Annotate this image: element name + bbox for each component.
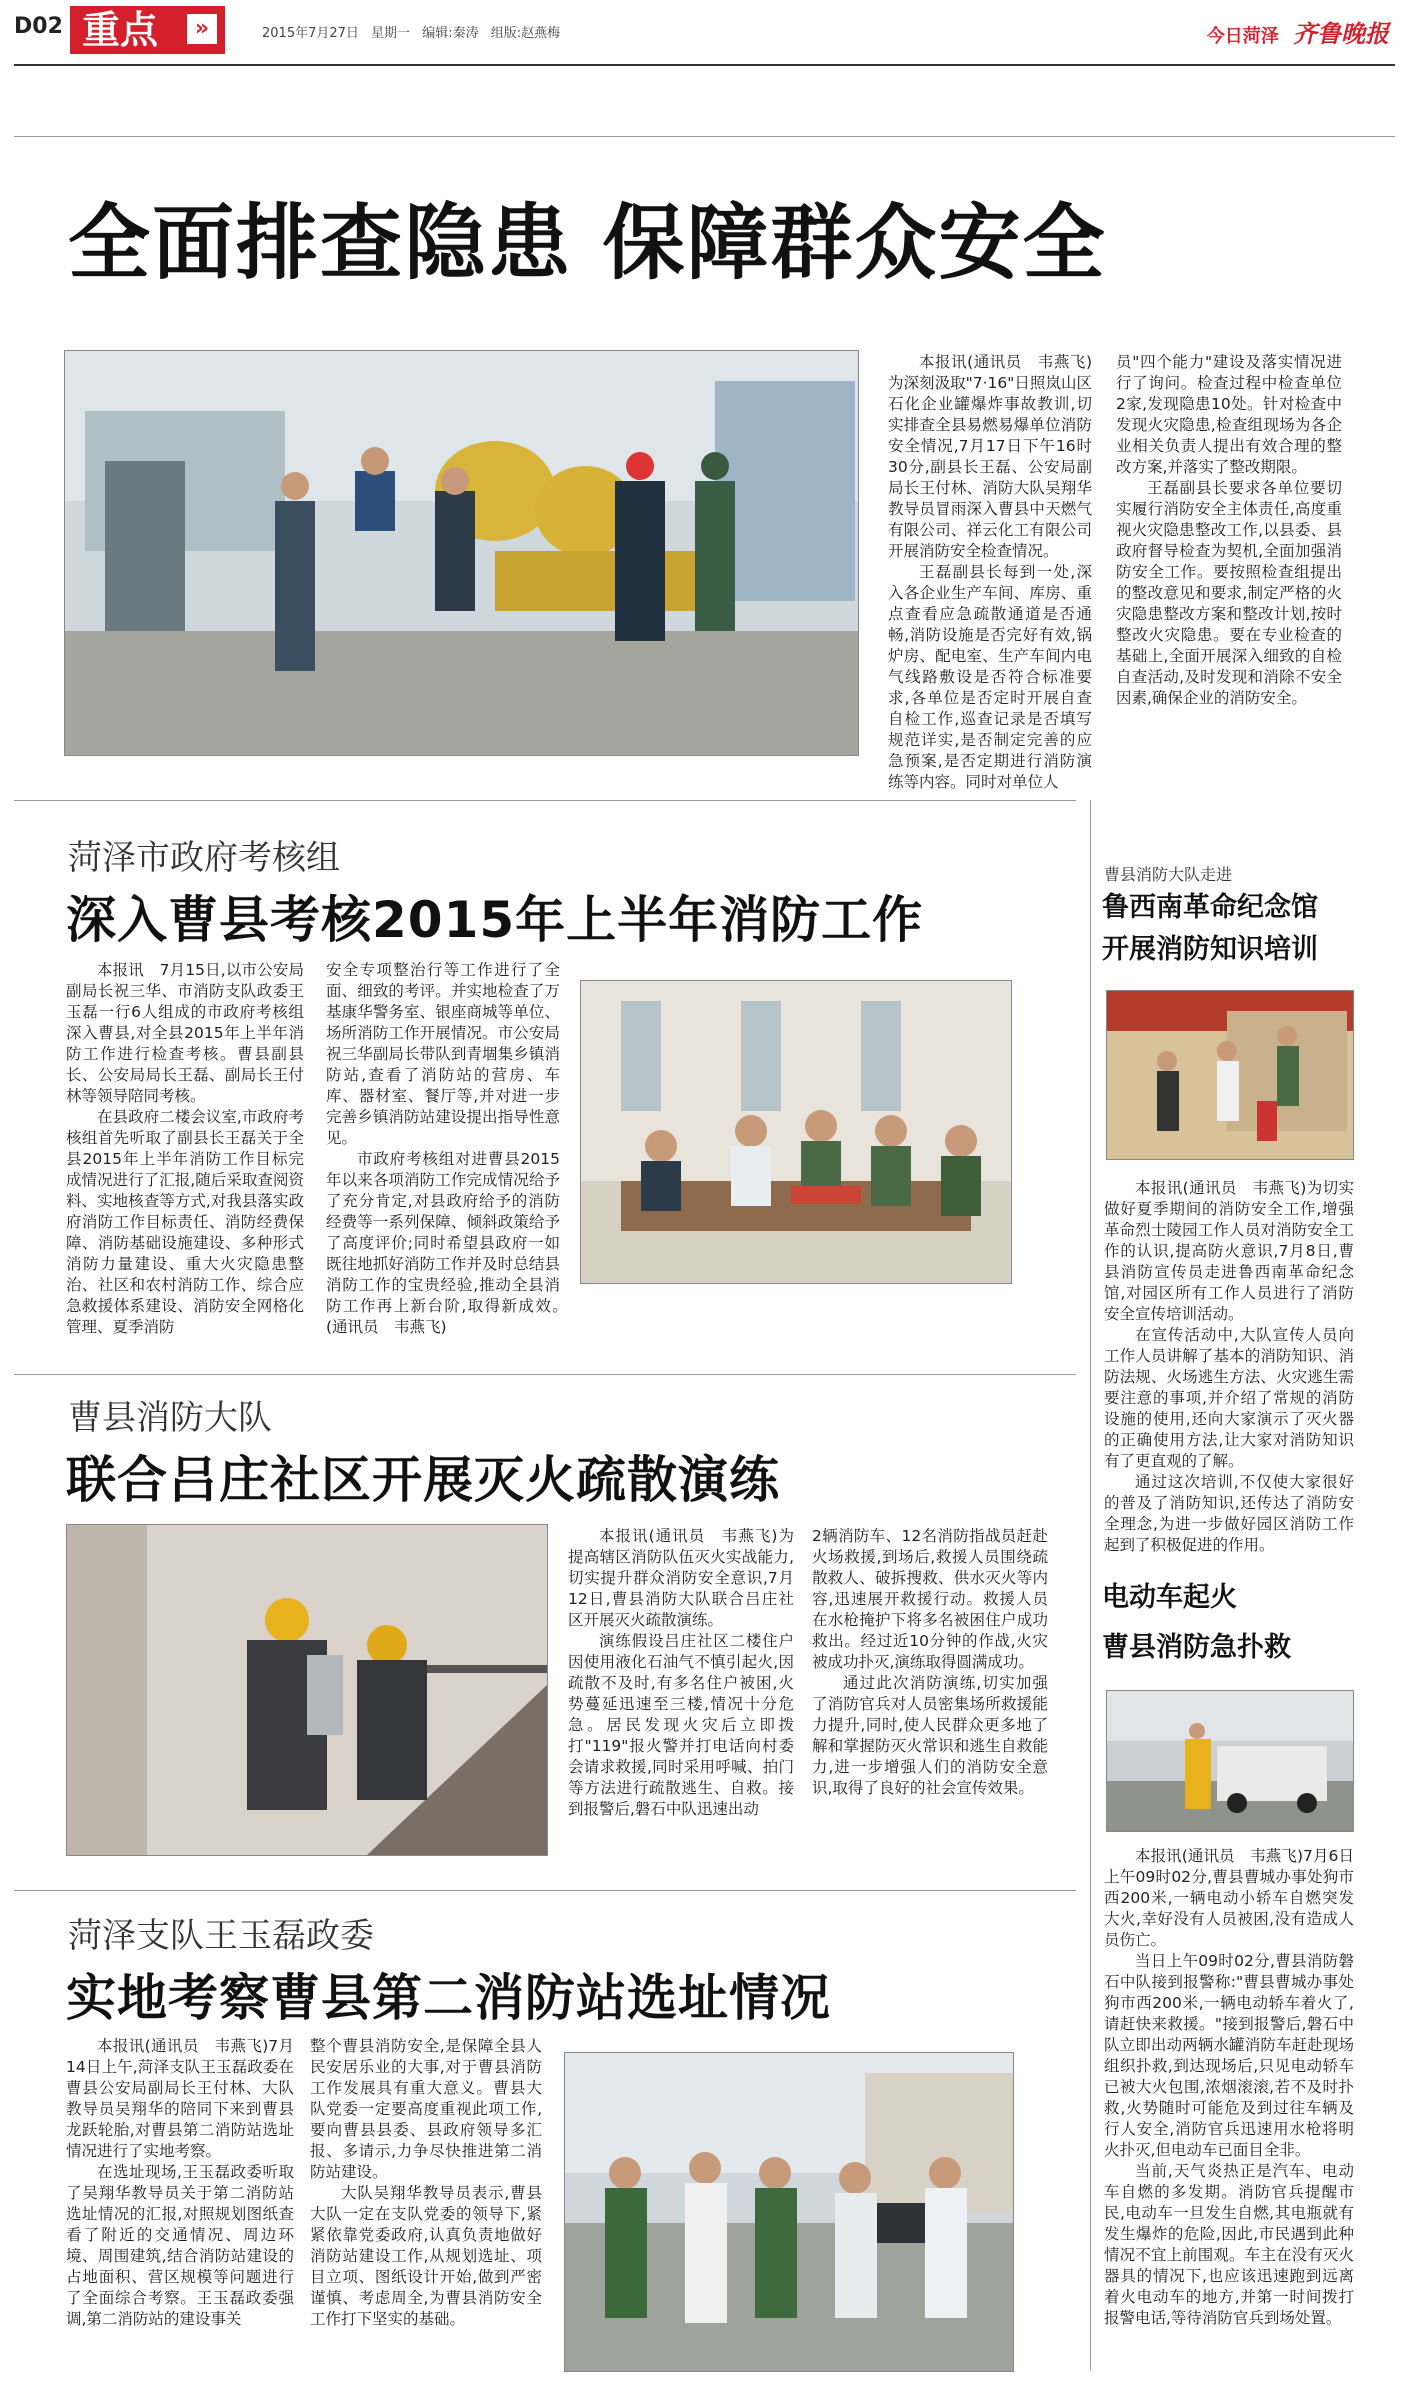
header-rule-2: [14, 136, 1395, 137]
brand-logo: 齐鲁晚报: [1293, 19, 1389, 48]
museum-photo: [1106, 990, 1354, 1160]
article4-col1: 本报讯(通讯员 韦燕飞)7月14日上午,菏泽支队王玉磊政委在曹县公安局副局长王付林、大队教导员吴翔华的陪同下来到曹县龙跃轮胎,对曹县第二消防站选址情况进行了实地考察。 在选址现场,王玉磊政委听取了吴翔华教导员关于第二消防站选址情况的汇报,对照规划图纸查看了附近的交通情况、周边环境、周围建筑,结合消防站建设的占地面积、营区规模等问题进行了全面综合考察。王玉磊政委强调,第二消防站的建设事关: [66, 2037, 294, 2328]
section-arrow-icon: »: [187, 14, 217, 44]
section-tag: [70, 6, 225, 54]
issue-weekday: 星期一: [371, 26, 411, 41]
inspection-photo: [64, 350, 859, 756]
side2-title-line2: 曹县消防急扑救: [1102, 1632, 1291, 1663]
drill-photo: [66, 1524, 548, 1856]
side1-title-line1: 鲁西南革命纪念馆: [1102, 892, 1318, 923]
side1-body: 本报讯(通讯员 韦燕飞)为切实做好夏季期间的消防安全工作,增强革命烈士陵园工作人员对消防安全工作的认识,提高防火意识,7月8日,曹县消防宣传员走进鲁西南革命纪念馆,对园区所有工作人员进行了消防安全宣传培训活动。 在宣传活动中,大队宣传人员向工作人员讲解了基本的消防知识、消防法规、火场逃生方法、火灾逃生需要注意的事项,并介绍了常规的消防设施的使用,还向大家演示了灭火器的正确使用方法,让大家对消防知识有了更直观的了解。 通过这次培训,不仅使大家很好的普及了消防知识,还传达了消防安全理念,为进一步做好园区消防工作起到了积极促进的作用。: [1104, 1179, 1354, 1554]
article4-title: 实地考察曹县第二消防站选址情况: [66, 1969, 831, 2027]
issue-date: 2015年7月27日: [262, 26, 359, 41]
article3-title: 联合吕庄社区开展灭火疏散演练: [66, 1451, 780, 1509]
column-divider: [1090, 800, 1091, 2370]
side2-body: 本报讯(通讯员 韦燕飞)7月6日上午09时02分,曹县曹城办事处狗市西200米,一辆电动小轿车自燃突发大火,幸好没有人员被困,没有造成人员伤亡。 当日上午09时02分,曹县消防磐石中队接到报警称:"曹县曹城办事处狗市西200米,一辆电动轿车着火了,请赶快来救援。"接到报警后,磐石中队立即出动两辆水罐消防车赶赴现场组织扑救,到达现场后,只见电动轿车已被大火包围,浓烟滚滚,若不及时扑救,火势随时可能危及到过往车辆及行人安全,消防官兵迅速用水枪将明火扑灭,但电动车已面目全非。 当前,天气炎热正是汽车、电动车自燃的多发期。消防官兵提醒市民,电动车一旦发生自燃,其电瓶就有发生爆炸的危险,因此,市民遇到此种情况不宜上前围观。车主在没有灭火器具的情况下,也应该迅速跑到远离着火电动车的地方,并第一时间拨打报警电话,等待消防官兵到场处置。: [1104, 1847, 1354, 2327]
divider-1: [14, 800, 1076, 801]
divider-2: [14, 1374, 1076, 1375]
article3-kicker: 曹县消防大队: [68, 1398, 272, 1438]
article4-col2: 整个曹县消防安全,是保障全县人民安居乐业的大事,对于曹县消防工作发展具有重大意义。曹县大队党委一定要高度重视此项工作,要向曹县县委、县政府领导多汇报、多请示,力争尽快推进第二消防站建设。 大队吴翔华教导员表示,曹县大队一定在支队党委的领导下,紧紧依靠党委政府,认真负责地做好消防站建设工作,从规划选址、项目立项、图纸设计开始,做到严密谨慎、考虑周全,为曹县消防安全工作打下坚实的基础。: [310, 2037, 542, 2328]
side1-kicker: 曹县消防大队走进: [1104, 865, 1233, 884]
side1-title-line2: 开展消防知识培训: [1102, 934, 1318, 965]
article2-col1: 本报讯 7月15日,以市公安局副局长祝三华、市消防支队政委王玉磊一行6人组成的市政府考核组深入曹县,对全县2015年上半年消防工作进行检查考核。曹县副县长、公安局局长王磊、副局长王付林等领导陪同考核。 在县政府二楼会议室,市政府考核组首先听取了副县长王磊关于全县2015年上半年消防工作目标完成情况进行了汇报,随后采取查阅资料、实地核查等方式,对我县落实政府消防工作目标责任、消防经费保障、消防基础设施建设、多种形式消防力量建设、重大火灾隐患整治、社区和农村消防工作、综合应急救援体系建设、消防安全网格化管理、夏季消防: [66, 961, 304, 1336]
issue-meta: [262, 22, 560, 41]
header-rule: [14, 64, 1395, 66]
article3-col2: 2辆消防车、12名消防指战员赶赴火场救援,到场后,救援人员围绕疏散救人、破拆搜救、供水灭火等内容,迅速展开救援行动。救援人员在水枪掩护下将多名被困住户成功救出。经过近10分钟的作战,火灾被成功扑灭,演练取得圆满成功。 通过此次消防演练,切实加强了消防官兵对人员密集场所救援能力提升,同时,使人民群众更多地了解和掌握防灭火常识和逃生自救能力,进一步增强人们的消防安全意识,取得了良好的社会宣传效果。: [812, 1527, 1048, 1797]
car-fire-photo: [1106, 1690, 1354, 1832]
page-number: D02: [14, 14, 63, 39]
site-visit-photo: [564, 2052, 1014, 2372]
article4-kicker: 菏泽支队王玉磊政委: [68, 1916, 374, 1956]
article2-title: 深入曹县考核2015年上半年消防工作: [66, 891, 924, 949]
article2-col2: 安全专项整治行等工作进行了全面、细致的考评。并实地检查了万基康华警务室、银座商城等单位、场所消防工作开展情况。市公安局祝三华副局长带队到青堌集乡镇消防站,查看了消防站的营房、车库、器材室、餐厅等,并对进一步完善乡镇消防站建设提出指导性意见。 市政府考核组对进曹县2015年以来各项消防工作完成情况给予了充分肯定,对县政府给予的消防经费等一系列保障、倾斜政策给予了高度评价;同时希望县政府一如既往地抓好消防工作并及时总结县消防工作的宝贵经验,推动全县消防工作再上新台阶,取得新成效。 (通讯员 韦燕飞): [326, 961, 576, 1336]
article1-col2: 员"四个能力"建设及落实情况进行了询问。检查过程中检查单位2家,发现隐患10处。针对检查中发现火灾隐患,检查组现场为各企业相关负责人提出有效合理的整改方案,并落实了整改期限。 王磊副县长要求各单位要切实履行消防安全主体责任,高度重视火灾隐患整改工作,以县委、县政府督导检查为契机,全面加强消防安全工作。要按照检查组提出的整改意见和要求,制定严格的火灾隐患整改方案和整改计划,按时整改火灾隐患。要在专业检查的基础上,全面开展深入细致的自检自查活动,及时发现和消除不安全因素,确保企业的消防安全。: [1116, 353, 1342, 707]
article2-kicker: 菏泽市政府考核组: [68, 838, 340, 878]
issue-layout: 组版:赵燕梅: [490, 26, 561, 41]
divider-3: [14, 1890, 1076, 1891]
section-label: 重点: [82, 8, 159, 52]
column-name: 今日菏泽: [1206, 26, 1279, 47]
article1-col1: 本报讯(通讯员 韦燕飞)为深刻汲取"7·16"日照岚山区石化企业罐爆炸事故教训,切实排查全县易燃易爆单位消防安全情况,7月17日下午16时30分,副县长王磊、公安局副局长王付林、消防大队吴翔华教导员冒雨深入曹县中天燃气有限公司、祥云化工有限公司开展消防安全检查情况。 王磊副县长每到一处,深入各企业生产车间、库房、重点查看应急疏散通道是否通畅,消防设施是否完好有效,锅炉房、配电室、生产车间内电气线路敷设是否符合标准要求,各单位是否定时开展自查自检工作,巡查记录是否填写规范详实,是否制定完善的应急预案,是否定期进行消防演练等内容。同时对单位人: [888, 353, 1092, 791]
main-headline: 全面排查隐患 保障群众安全: [68, 196, 1107, 291]
meeting-photo: [580, 980, 1012, 1284]
article3-col1: 本报讯(通讯员 韦燕飞)为提高辖区消防队伍灭火实战能力,切实提升群众消防安全意识,7月12日,曹县消防大队联合吕庄社区开展灭火疏散演练。 演练假设吕庄社区二楼住户因使用液化石油气不慎引起火,因疏散不及时,有多名住户被困,火势蔓延迅速至三楼,情况十分危急。居民发现火灾后立即拨打"119"报火警并打电话向村委会请求救援,同时采用呼喊、拍门等方法进行疏散逃生、自救。接到报警后,磐石中队迅速出动: [568, 1527, 794, 1818]
masthead: [1207, 14, 1389, 49]
side2-title-line1: 电动车起火: [1102, 1582, 1237, 1613]
issue-editor: 编辑:秦涛: [422, 26, 479, 41]
